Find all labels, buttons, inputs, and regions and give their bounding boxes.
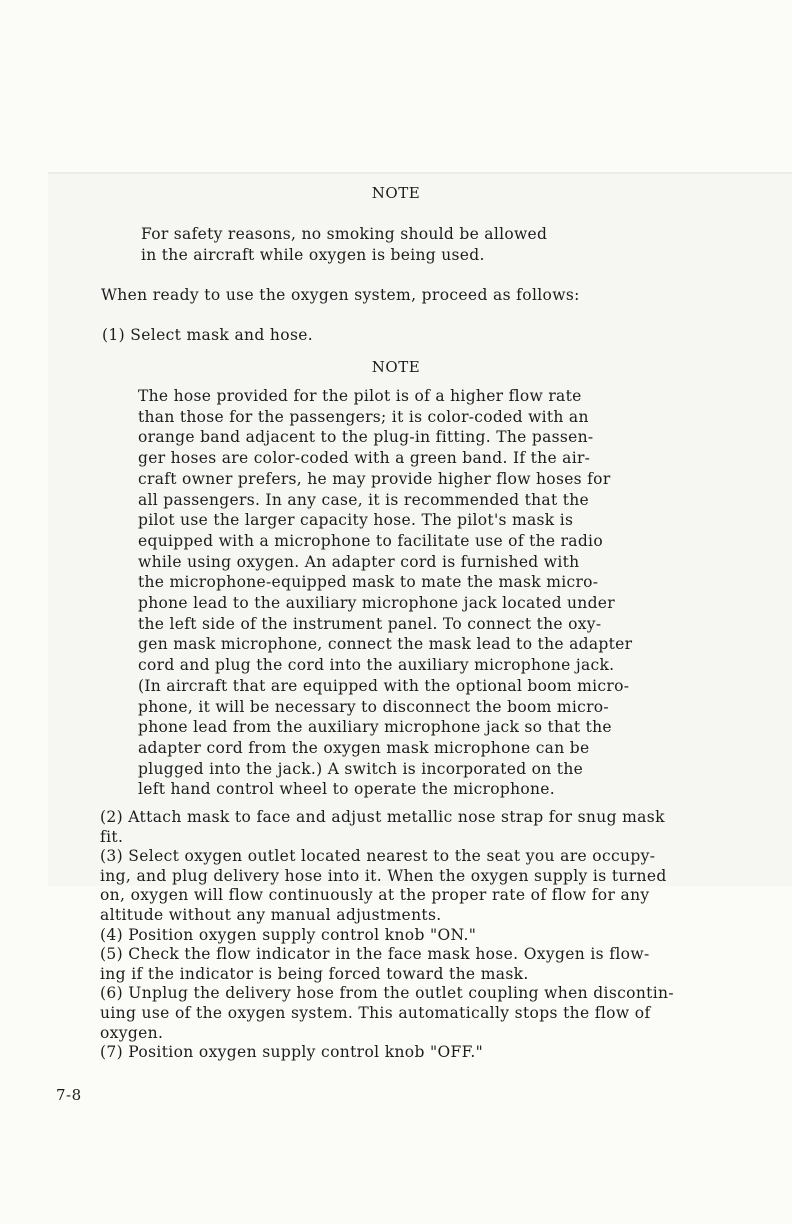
step-line: fit. bbox=[100, 827, 124, 846]
step-line: (7) Position oxygen supply control knob "OFF." bbox=[100, 1043, 484, 1062]
step-line: (6) Unplug the delivery hose from the outlet coupling when discontin- bbox=[100, 984, 674, 1003]
note-hose-line: than those for the passengers; it is color-coded with an bbox=[138, 407, 589, 426]
note-hose-line: phone lead from the auxiliary microphone jack so that the bbox=[138, 718, 612, 737]
step-1: (1) Select mask and hose. bbox=[102, 326, 314, 344]
note-safety-line: in the aircraft while oxygen is being used. bbox=[141, 246, 485, 264]
note-hose-line: craft owner prefers, he may provide higher flow hoses for bbox=[138, 469, 611, 488]
note-hose-text bbox=[138, 386, 632, 800]
note-hose-line: adapter cord from the oxygen mask microphone can be bbox=[138, 738, 590, 757]
note-hose-line: gen mask microphone, connect the mask lead to the adapter bbox=[138, 635, 633, 654]
note-heading-hose: NOTE bbox=[371, 358, 421, 376]
step-line: (5) Check the flow indicator in the face mask hose. Oxygen is flow- bbox=[100, 945, 650, 964]
note-hose-line: The hose provided for the pilot is of a higher flow rate bbox=[138, 387, 582, 405]
note-hose-line: cord and plug the cord into the auxiliary microphone jack. bbox=[138, 656, 615, 675]
step-line: ing, and plug delivery hose into it. When the oxygen supply is turned bbox=[100, 866, 667, 885]
note-safety-line: For safety reasons, no smoking should be allowed bbox=[141, 225, 548, 243]
step-line: oxygen. bbox=[100, 1023, 164, 1042]
note-hose-line: orange band adjacent to the plug-in fitting. The passen- bbox=[138, 428, 594, 447]
step-line: on, oxygen will flow continuously at the proper rate of flow for any bbox=[100, 886, 650, 905]
note-hose-line: while using oxygen. An adapter cord is furnished with bbox=[138, 552, 580, 571]
note-hose-line: all passengers. In any case, it is recommended that the bbox=[138, 490, 589, 509]
steps-block bbox=[100, 808, 674, 1063]
note-safety-text bbox=[141, 224, 547, 266]
note-hose-line: left hand control wheel to operate the microphone. bbox=[138, 780, 556, 799]
step-line: altitude without any manual adjustments. bbox=[100, 905, 442, 924]
step-line: uing use of the oxygen system. This automatically stops the flow of bbox=[100, 1003, 651, 1022]
note-hose-line: equipped with a microphone to facilitate use of the radio bbox=[138, 531, 603, 550]
note-hose-line: pilot use the larger capacity hose. The pilot's mask is bbox=[138, 511, 574, 530]
note-hose-line: the left side of the instrument panel. To connect the oxy- bbox=[138, 614, 602, 633]
step-line: (2) Attach mask to face and adjust metallic nose strap for snug mask bbox=[100, 808, 665, 826]
page-number: 7-8 bbox=[56, 1086, 82, 1104]
note-hose-line: the microphone-equipped mask to mate the mask micro- bbox=[138, 573, 599, 592]
note-hose-line: (In aircraft that are equipped with the optional boom micro- bbox=[138, 676, 630, 695]
note-hose-line: phone lead to the auxiliary microphone jack located under bbox=[138, 594, 615, 613]
step-line: (3) Select oxygen outlet located nearest to the seat you are occupy- bbox=[100, 847, 656, 866]
procedure-intro: When ready to use the oxygen system, proceed as follows: bbox=[101, 286, 580, 304]
note-hose-line: ger hoses are color-coded with a green band. If the air- bbox=[138, 449, 591, 468]
note-heading-safety: NOTE bbox=[371, 184, 421, 202]
note-hose-line: plugged into the jack.) A switch is incorporated on the bbox=[138, 759, 584, 778]
step-line: ing if the indicator is being forced toward the mask. bbox=[100, 964, 529, 983]
note-hose-line: phone, it will be necessary to disconnect the boom micro- bbox=[138, 697, 609, 716]
step-line: (4) Position oxygen supply control knob "ON." bbox=[100, 925, 477, 944]
